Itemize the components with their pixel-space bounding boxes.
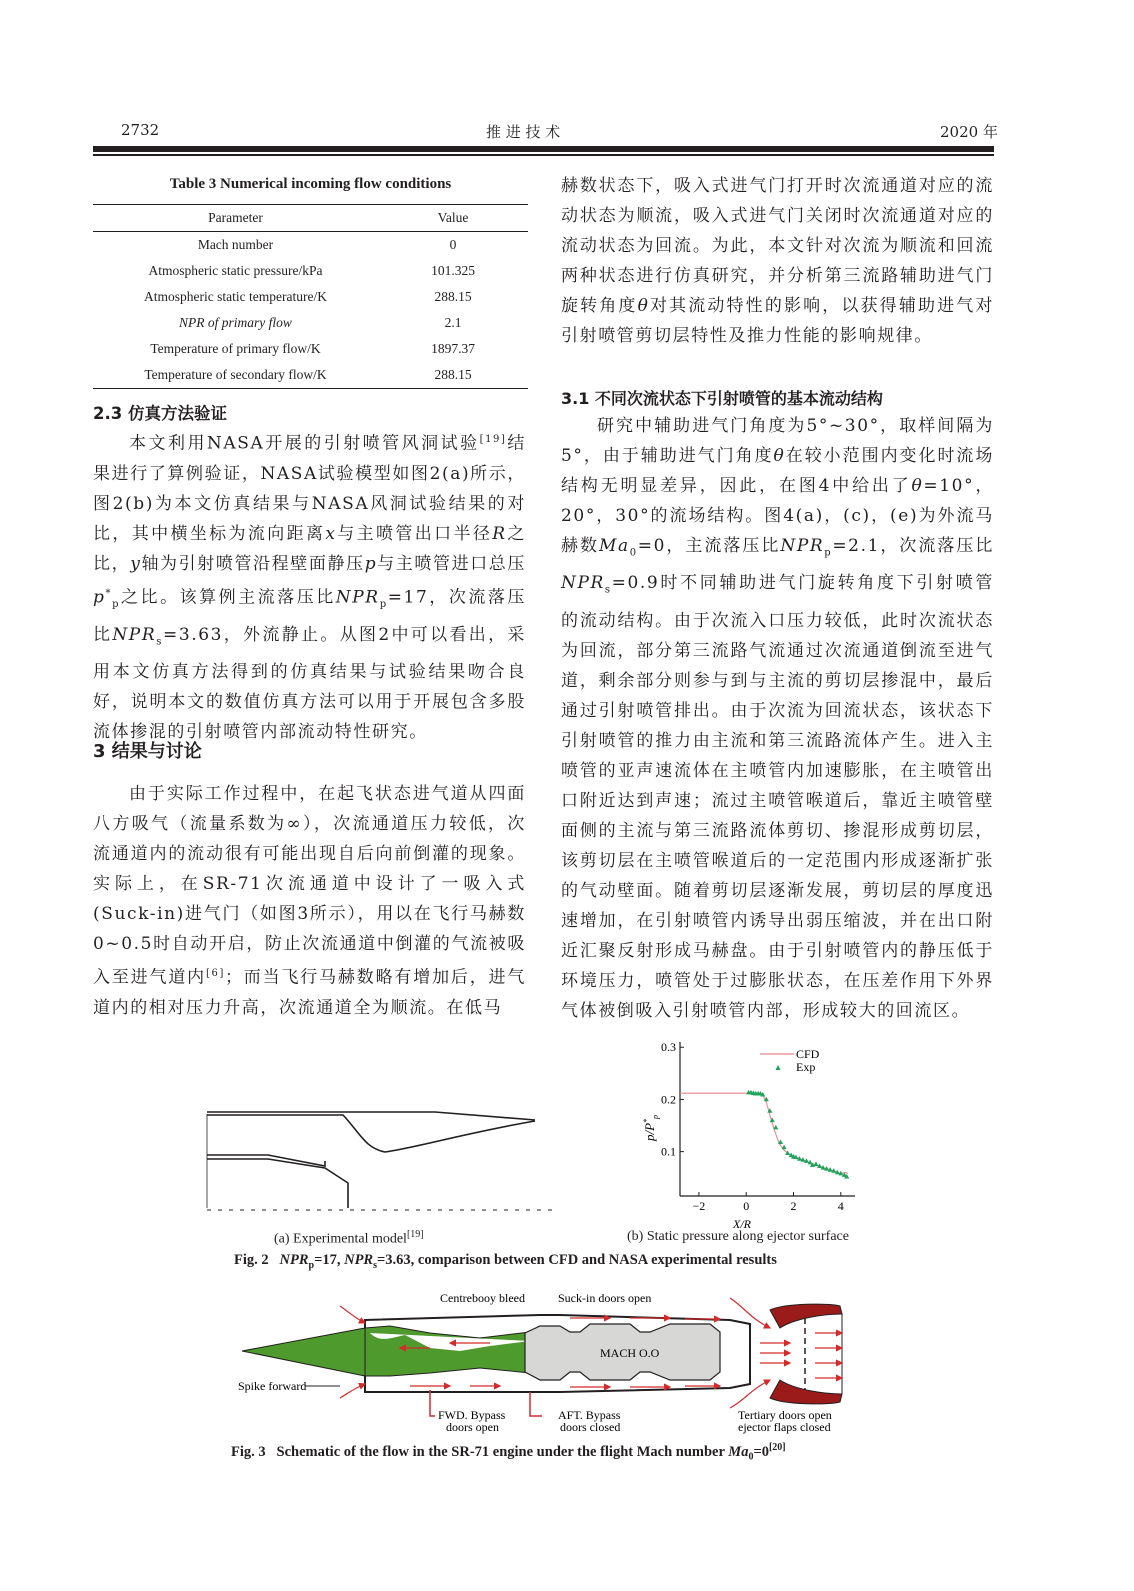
sub: s bbox=[156, 636, 163, 648]
sub: p bbox=[308, 1259, 315, 1271]
fig-label: Fig. 2 bbox=[234, 1252, 269, 1268]
text: 与主喷管出口半径 bbox=[336, 523, 493, 544]
text: 赫数状态下，吸入式进气门打开时次流通道对应的流动状态为顺流，吸入式进气门关闭时次流通道对应的流动状态为回流。为此，本文针对次流为顺流和回流两种状态进行仿真研究，并分析第三流路辅助进气门旋转角度 bbox=[561, 176, 994, 316]
sub: s bbox=[373, 1259, 377, 1271]
var: Ma bbox=[728, 1443, 749, 1460]
fig2b-caption: (b) Static pressure along ejector surface bbox=[627, 1229, 849, 1244]
sub: 0 bbox=[629, 547, 638, 559]
text: 轴为引射喷管沿程壁面静压 bbox=[141, 553, 365, 574]
fig3-label-fwd-2: doors open bbox=[446, 1420, 499, 1434]
sup: * bbox=[105, 587, 113, 599]
text: 本文利用NASA开展的引射喷管风洞试验 bbox=[129, 433, 480, 454]
text: (a) Experimental model bbox=[274, 1231, 407, 1247]
fig-label: Fig. 3 bbox=[231, 1443, 266, 1460]
sub: s bbox=[604, 584, 612, 596]
text: 研究中辅助进气门角度为5°~30°，取样间隔为5°，由于辅助进气门角度 bbox=[561, 416, 994, 466]
section-3-paragraph bbox=[93, 779, 526, 1023]
table3-title: Table 3 Numerical incoming flow conditions bbox=[169, 176, 452, 192]
var: NPR bbox=[561, 573, 605, 594]
var: θ bbox=[773, 446, 786, 466]
param-cell: Atmospheric static temperature/K bbox=[144, 289, 327, 304]
table-row bbox=[93, 258, 528, 284]
param-cell: Mach number bbox=[197, 237, 274, 252]
fig3-label-aft-1: AFT. Bypass bbox=[558, 1408, 621, 1422]
table-row bbox=[93, 232, 528, 259]
legend bbox=[760, 1047, 820, 1074]
fig3-caption bbox=[231, 1442, 786, 1463]
fig3-label-aft-2: doors closed bbox=[560, 1420, 621, 1434]
chart-axes bbox=[661, 1040, 855, 1213]
section-2-3-paragraph bbox=[93, 425, 526, 747]
fig3-label-tertiary-2: ejector flaps closed bbox=[738, 1420, 831, 1434]
fig2b-chart bbox=[620, 1030, 860, 1230]
text: Schematic of the flow in the SR-71 engine under the flight Mach number bbox=[276, 1443, 729, 1460]
fig3-label-fwd-1: FWD. Bypass bbox=[438, 1408, 506, 1422]
section-3-1-heading: 3.1 不同次流状态下引射喷管的基本流动结构 bbox=[561, 389, 883, 408]
value-cell: 0 bbox=[449, 237, 457, 252]
text: =17, bbox=[314, 1252, 345, 1268]
var: Ma bbox=[599, 536, 630, 556]
fig3-label-mach: MACH O.O bbox=[600, 1346, 660, 1360]
text: 之比。该算例主流落压比 bbox=[120, 587, 336, 608]
y-axis-label: $p/P^*_p$ bbox=[642, 1114, 660, 1142]
table-row bbox=[93, 362, 528, 389]
table-row bbox=[93, 284, 528, 310]
sub: p bbox=[379, 598, 388, 610]
var: y bbox=[130, 553, 142, 574]
text: 与主喷管进口总压 bbox=[377, 553, 526, 574]
citation: [19] bbox=[406, 1229, 424, 1240]
header-rule-thin bbox=[93, 154, 994, 156]
citation: [20] bbox=[768, 1442, 786, 1453]
fig3-engine-schematic bbox=[230, 1288, 870, 1438]
sub: p bbox=[112, 598, 121, 610]
var: NPR bbox=[335, 587, 380, 608]
table-header-row bbox=[93, 205, 528, 232]
param-cell: NPR of primary flow bbox=[179, 315, 292, 330]
section-3-heading: 3 结果与讨论 bbox=[93, 741, 202, 762]
text: 在较小范围内变化时流场结构无明显差异，因此，在图4中给出了 bbox=[561, 446, 994, 496]
exp-point bbox=[813, 1161, 818, 1166]
value-cell: 288.15 bbox=[434, 367, 472, 382]
text: =17，次流落压比 bbox=[93, 587, 526, 645]
fig3-label-tertiary-1: Tertiary doors open bbox=[738, 1408, 832, 1422]
citation: [6] bbox=[205, 968, 225, 979]
value-cell: 1897.37 bbox=[431, 341, 475, 356]
fig2a-experimental-model bbox=[205, 1108, 555, 1218]
cfd-line bbox=[680, 1093, 848, 1173]
legend-cfd-label: CFD bbox=[796, 1047, 820, 1061]
col-value: Value bbox=[437, 210, 469, 225]
legend-exp-label: Exp bbox=[796, 1060, 816, 1074]
legend-exp-marker bbox=[776, 1065, 781, 1070]
header-rule-thick bbox=[93, 146, 994, 152]
section-3-1-paragraph bbox=[561, 411, 994, 1026]
y-tick-label: 0.2 bbox=[661, 1092, 676, 1107]
page-number: 2732 bbox=[121, 121, 160, 139]
fig3-label-suckin: Suck-in doors open bbox=[558, 1291, 652, 1305]
citation: [19] bbox=[479, 434, 507, 445]
x-tick-label: 4 bbox=[837, 1199, 844, 1213]
var: NPR bbox=[112, 624, 157, 645]
right-paragraph-1 bbox=[561, 171, 994, 351]
value-cell: 101.325 bbox=[431, 263, 475, 278]
journal-year: 2020 年 bbox=[940, 123, 998, 141]
var: R bbox=[492, 523, 507, 544]
value-cell: 288.15 bbox=[434, 289, 472, 304]
var: p bbox=[93, 587, 106, 608]
y-tick-label: 0.3 bbox=[661, 1040, 676, 1055]
text: 结果进行了算例验证，NASA试验模型如图2(a)所示，图2(b)为本文仿真结果与NASA风洞试验结果的对比，其中横坐标为流向距离 bbox=[93, 433, 526, 544]
fig2a-caption bbox=[274, 1229, 424, 1248]
text: =3.63，外流静止。从图2中可以看出，采用本文仿真方法得到的仿真结果与试验结果吻合良好，说明本文的数值仿真方法可以用于开展包含多股流体掺混的引射喷管内部流动特性研究。 bbox=[93, 624, 526, 743]
x-tick-label: −2 bbox=[692, 1199, 706, 1213]
x-axis-label: X/R bbox=[733, 1217, 751, 1230]
text: =3.63, comparison between CFD and NASA experimental results bbox=[377, 1252, 777, 1268]
col-parameter: Parameter bbox=[208, 210, 263, 225]
text: =2.1，次流落压比 bbox=[832, 536, 994, 556]
var: θ bbox=[637, 296, 650, 316]
var: NPR bbox=[344, 1252, 374, 1268]
value-cell: 2.1 bbox=[444, 315, 462, 330]
text: 之比， bbox=[93, 523, 526, 574]
sub: p bbox=[824, 547, 833, 559]
param-cell: Temperature of primary flow/K bbox=[150, 341, 321, 356]
table-row bbox=[93, 336, 528, 362]
text: =0.9时不同辅助进气门旋转角度下引射喷管的流动结构。由于次流入口压力较低，此时次流状态为回流，部分第三流路气流通过次流通道倒流至进气道，剩余部分则参与到与主流的剪切层掺混中，最后通过引射喷管排出。由于次流为回流状态，该状态下引射喷管的推力由主流和第三流路流体产生。进入主喷管的亚声速流体在主喷管内加速膨胀，在主喷管出口附近达到声速；流过主喷管喉道后，靠近主喷管壁面侧的主流与第三流路流体剪切、掺混形成剪切层，该剪切层在主喷管喉道后的一定范围内形成逐渐扩张的气动壁面。随着剪切层逐渐发展，剪切层的厚度迅速增加，在引射喷管内诱导出弱压缩波，并在出口附近汇聚反射形成马赫盘。由于引射喷管内的静压低于环境压力，喷管处于过膨胀状态，在压差作用下外界气体被倒吸入引射喷管内部，形成较大的回流区。 bbox=[561, 573, 994, 1021]
var: θ bbox=[911, 476, 924, 496]
journal-title: 推 进 技 术 bbox=[486, 123, 561, 141]
text: 由于实际工作过程中，在起飞状态进气道从四面八方吸气（流量系数为∞），次流通道压力较低，次流通道内的流动很有可能出现自后向前倒灌的现象。实际上，在SR-71次流通道中设计了一吸入式(Suck-in)进气门（如图3所示），用以在飞行马赫数0~0.5时自动开启，防止次流通道中倒灌的气流被吸入至进气道内 bbox=[93, 784, 526, 988]
y-tick-label: 0.1 bbox=[661, 1144, 676, 1159]
series-cfd bbox=[680, 1093, 848, 1173]
text: =0 bbox=[753, 1443, 769, 1460]
fig3-label-centrebody: Centrebooy bleed bbox=[440, 1291, 525, 1305]
param-cell: Temperature of secondary flow/K bbox=[144, 367, 327, 382]
table-row bbox=[93, 310, 528, 336]
series-exp bbox=[746, 1090, 849, 1179]
text: ；而当飞行马赫数略有增加后，进气道内的相对压力升高，次流通道全为顺流。在低马 bbox=[93, 967, 526, 1018]
param-cell: Atmospheric static pressure/kPa bbox=[148, 263, 323, 278]
text: 对其流动特性的影响，以获得辅助进气对引射喷管剪切层特性及推力性能的影响规律。 bbox=[561, 296, 994, 346]
text: =10°，20°，30°的流场结构。图4(a)，(c)，(e)为外流马赫数 bbox=[561, 476, 994, 556]
var: NPR bbox=[279, 1252, 309, 1268]
fig3-label-spike: Spike forward bbox=[238, 1379, 307, 1393]
fig2-caption bbox=[234, 1252, 777, 1271]
text: =0，主流落压比 bbox=[637, 536, 781, 556]
sub: 0 bbox=[748, 1451, 754, 1463]
table3 bbox=[93, 204, 528, 389]
x-tick-label: 0 bbox=[743, 1199, 750, 1213]
var: p bbox=[364, 553, 378, 574]
var: x bbox=[325, 523, 337, 544]
x-tick-label: 2 bbox=[790, 1199, 797, 1213]
section-2-3-heading: 2.3 仿真方法验证 bbox=[93, 404, 227, 423]
var: NPR bbox=[780, 536, 825, 556]
